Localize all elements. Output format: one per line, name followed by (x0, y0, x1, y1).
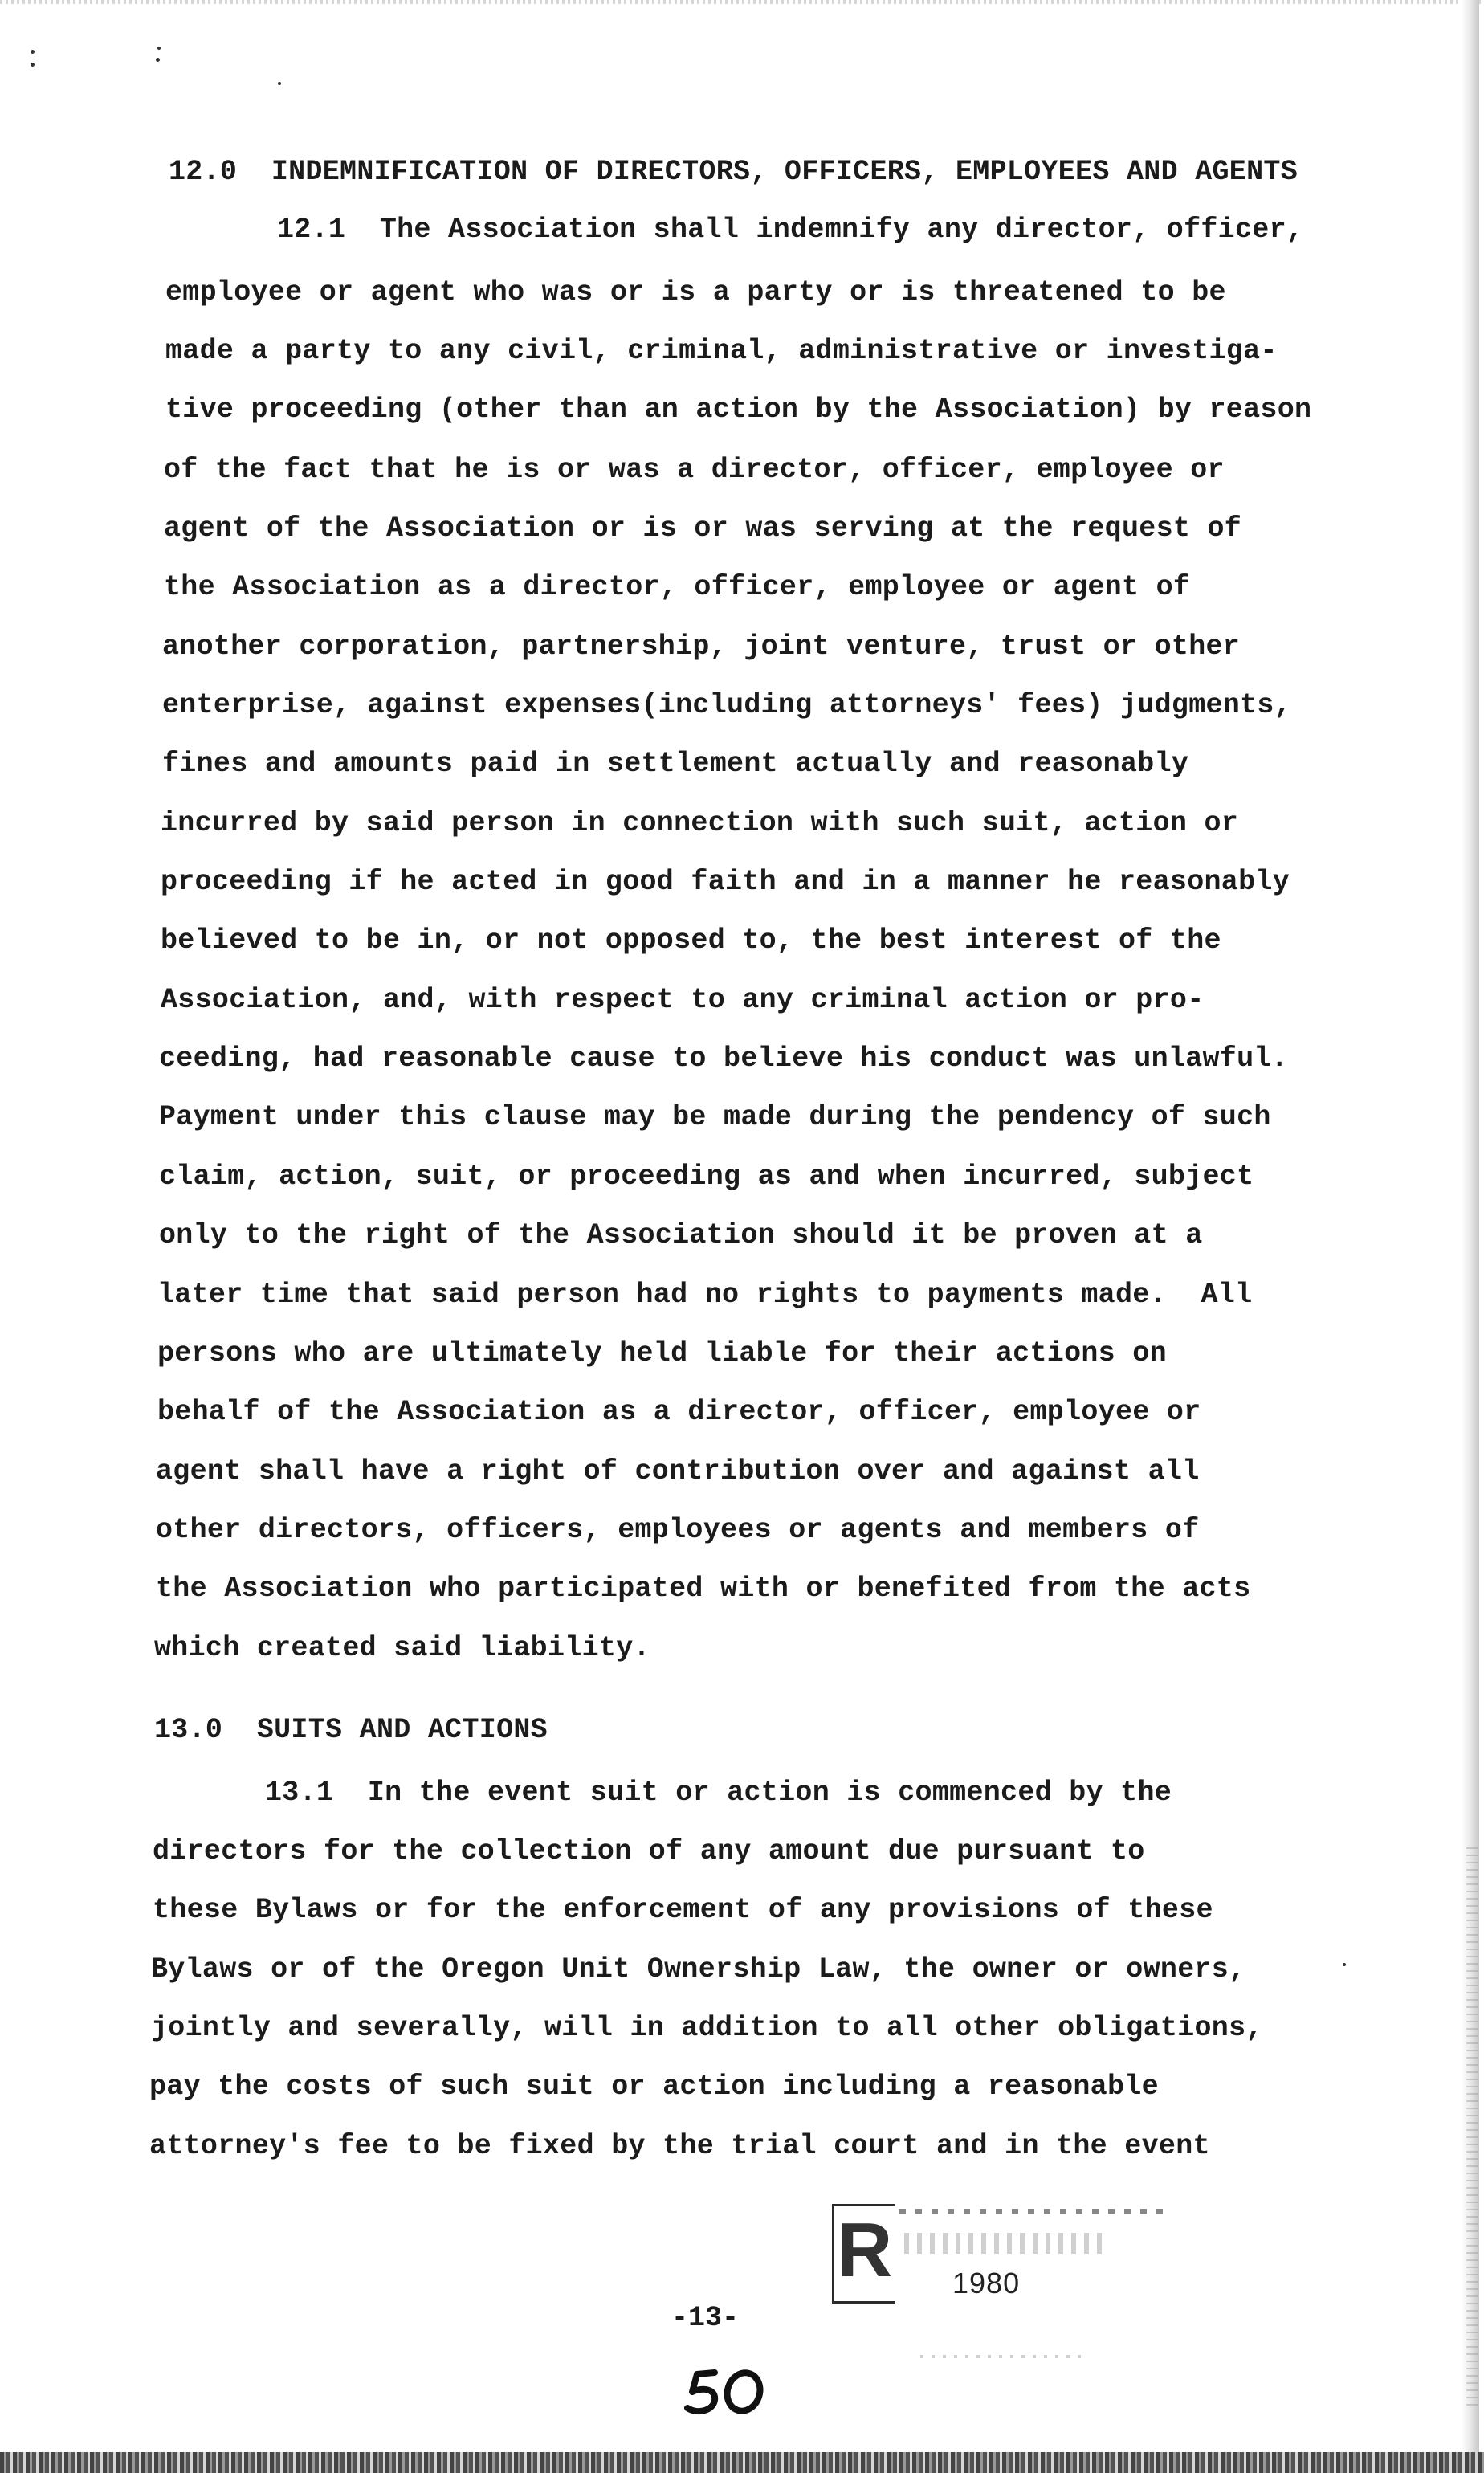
paragraph-line: the Association who participated with or benefited from the acts (156, 1573, 1251, 1605)
paragraph-line: Bylaws or of the Oregon Unit Ownership Law, the owner or owners, (151, 1953, 1246, 1985)
stamp-letter: R (837, 2207, 893, 2293)
paragraph-line: made a party to any civil, criminal, administrative or investiga- (165, 335, 1278, 367)
paragraph-line: agent of the Association or is or was serving at the request of (164, 512, 1242, 545)
stamp-faint-text (904, 2233, 1105, 2254)
paragraph-line: ceeding, had reasonable cause to believe his conduct was unlawful. (159, 1043, 1289, 1075)
stamp-faint-text (920, 2355, 1081, 2358)
scan-edge-top (0, 0, 1484, 4)
paragraph-line: persons who are ultimately held liable for their actions on (157, 1337, 1167, 1369)
scan-edge-bottom (0, 2452, 1484, 2473)
section-heading-12: 12.0 INDEMNIFICATION OF DIRECTORS, OFFICERS, EMPLOYEES AND AGENTS (169, 156, 1298, 188)
scan-speck (278, 82, 281, 85)
paragraph-line: attorney's fee to be fixed by the trial court and in the event (149, 2130, 1210, 2162)
page-number: -13- (671, 2302, 740, 2334)
section-heading-13: 13.0 SUITS AND ACTIONS (154, 1714, 548, 1746)
paragraph-line: of the fact that he is or was a director, officer, employee or (164, 454, 1225, 486)
paragraph-line: Association, and, with respect to any criminal action or pro- (161, 984, 1205, 1016)
scan-speck (31, 63, 35, 67)
paragraph-line: other directors, officers, employees or agents and members of (156, 1514, 1200, 1546)
scan-speck (31, 50, 35, 54)
paragraph-line: which created said liability. (154, 1632, 650, 1664)
paragraph-line: agent shall have a right of contribution over and against all (156, 1455, 1200, 1487)
received-stamp (832, 2204, 1177, 2357)
paragraph-line: these Bylaws or for the enforcement of any provisions of these (153, 1894, 1213, 1926)
scan-speck (156, 58, 160, 62)
paragraph-line: employee or agent who was or is a party or is threatened to be (165, 276, 1226, 308)
paragraph-line: fines and amounts paid in settlement actually and reasonably (162, 748, 1189, 780)
paragraph-line: Payment under this clause may be made during the pendency of such (159, 1101, 1271, 1133)
handwritten-digit-0 (723, 2369, 765, 2415)
stamp-date: 1980 (952, 2267, 1021, 2300)
paragraph-line: proceeding if he acted in good faith and in a manner he reasonably (161, 866, 1290, 898)
handwritten-number (683, 2361, 771, 2426)
paragraph-line: tive proceeding (other than an action by the Association) by reason (165, 394, 1312, 426)
paragraph-line: later time that said person had no rights to payments made. All (157, 1279, 1253, 1311)
paragraph-line: believed to be in, or not opposed to, the best interest of the (161, 924, 1221, 957)
paragraph-line: directors for the collection of any amount due pursuant to (153, 1835, 1145, 1867)
paragraph-line: claim, action, suit, or proceeding as and when incurred, subject (159, 1161, 1254, 1193)
paragraph-line: only to the right of the Association should it be proven at a (159, 1219, 1203, 1251)
paragraph-line: another corporation, partnership, joint venture, trust or other (162, 630, 1241, 663)
paragraph-line: behalf of the Association as a director, officer, employee or (157, 1396, 1201, 1428)
paragraph-line: incurred by said person in connection with such suit, action or (161, 807, 1239, 839)
paragraph-line: 12.1 The Association shall indemnify any director, officer, (277, 214, 1304, 246)
paragraph-line: the Association as a director, officer, employee or agent of (164, 571, 1191, 603)
scan-speck (1343, 1963, 1346, 1966)
stamp-faint-text (856, 2315, 920, 2339)
scan-speckle-right (1466, 1847, 1478, 2410)
handwritten-digit-5 (687, 2373, 715, 2411)
paragraph-line: pay the costs of such suit or action including a reasonable (149, 2071, 1159, 2103)
scan-speck (157, 47, 161, 50)
stamp-dashes (899, 2209, 1172, 2214)
paragraph-line: jointly and severally, will in addition to all other obligations, (151, 2012, 1263, 2044)
paragraph-line: 13.1 In the event suit or action is commenced by the (265, 1777, 1172, 1809)
paragraph-line: enterprise, against expenses(including attorneys' fees) judgments, (162, 689, 1292, 721)
